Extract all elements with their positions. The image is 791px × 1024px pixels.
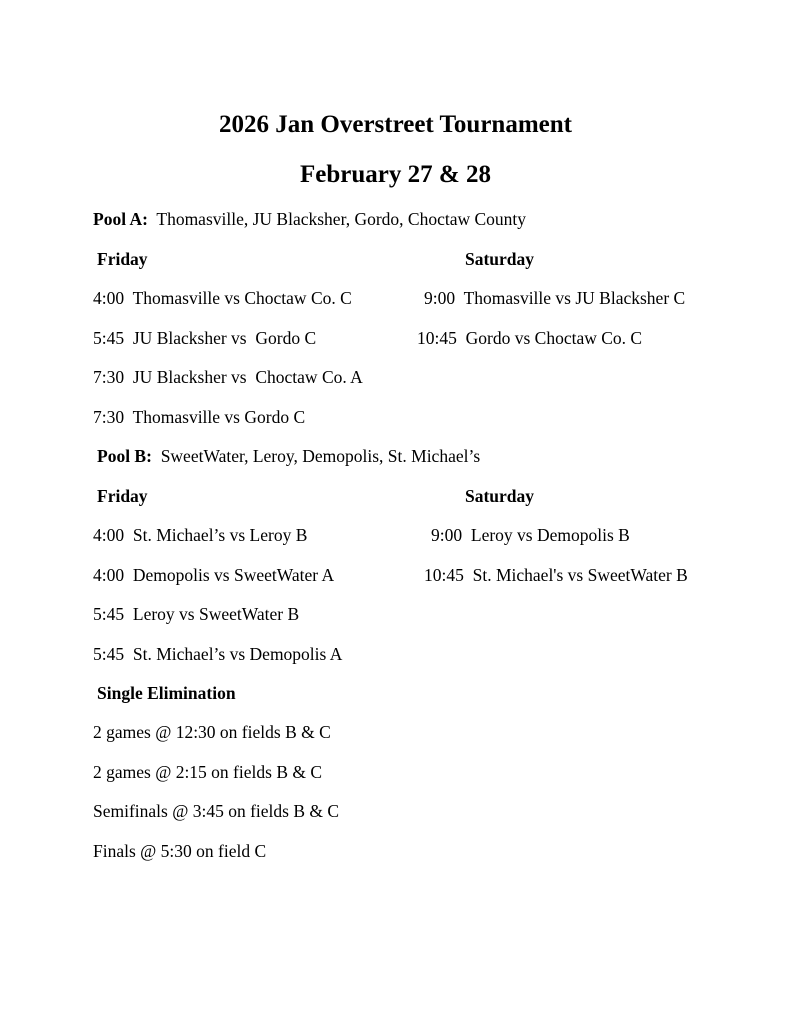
game-matchup: Gordo vs Choctaw Co. C [465, 328, 643, 348]
pool-a-friday-game [93, 406, 305, 428]
game-matchup: Leroy vs Demopolis B [470, 525, 630, 545]
pool-a-header [93, 208, 526, 230]
pool-b-saturday-label: Saturday [465, 486, 535, 506]
game-time: 4:00 [93, 565, 125, 585]
game-time: 9:00 [431, 525, 463, 545]
pool-b-saturday-game [424, 564, 688, 586]
pool-b-teams: SweetWater, Leroy, Demopolis, St. Michael’s [160, 446, 481, 466]
game-time: 10:45 [417, 328, 457, 348]
game-matchup: Thomasville vs Gordo C [132, 407, 306, 427]
pool-a-saturday-game [417, 327, 642, 349]
pool-b-saturday-game [431, 524, 630, 546]
pool-b-header [97, 445, 480, 467]
game-time: 5:45 [93, 604, 125, 624]
game-matchup: JU Blacksher vs Choctaw Co. A [132, 367, 363, 387]
pool-a-saturday-game [424, 287, 685, 309]
game-matchup: St. Michael’s vs Demopolis A [132, 644, 343, 664]
document-title: 2026 Jan Overstreet Tournament [219, 111, 572, 138]
pool-a-friday-game [93, 327, 316, 349]
single-elimination-label: Single Elimination [97, 683, 236, 703]
document-dates: February 27 & 28 [300, 161, 491, 188]
game-time: 5:45 [93, 328, 125, 348]
elimination-item: Semifinals @ 3:45 on fields B & C [93, 801, 340, 821]
game-time: 4:00 [93, 525, 125, 545]
pool-b-label: Pool B: [97, 446, 152, 466]
pool-a-friday-game [93, 287, 352, 309]
game-time: 10:45 [424, 565, 464, 585]
elimination-item: 2 games @ 2:15 on fields B & C [93, 762, 323, 782]
pool-b-friday-game [93, 564, 334, 586]
elimination-item: Finals @ 5:30 on field C [93, 841, 267, 861]
game-matchup: St. Michael’s vs Leroy B [132, 525, 308, 545]
game-time: 7:30 [93, 367, 125, 387]
game-matchup: Thomasville vs JU Blacksher C [463, 288, 686, 308]
pool-a-friday-label: Friday [97, 249, 148, 269]
pool-b-friday-game [93, 603, 299, 625]
pool-a-label: Pool A: [93, 209, 148, 229]
game-time: 7:30 [93, 407, 125, 427]
game-matchup: Demopolis vs SweetWater A [132, 565, 335, 585]
pool-b-friday-game [93, 524, 307, 546]
pool-b-friday-label: Friday [97, 486, 148, 506]
pool-b-friday-game [93, 643, 342, 665]
game-time: 5:45 [93, 644, 125, 664]
game-matchup: Leroy vs SweetWater B [132, 604, 300, 624]
game-matchup: Thomasville vs Choctaw Co. C [132, 288, 352, 308]
game-time: 9:00 [424, 288, 456, 308]
pool-a-saturday-label: Saturday [465, 249, 535, 269]
game-time: 4:00 [93, 288, 125, 308]
game-matchup: St. Michael's vs SweetWater B [472, 565, 688, 585]
game-matchup: JU Blacksher vs Gordo C [132, 328, 317, 348]
elimination-item: 2 games @ 12:30 on fields B & C [93, 722, 331, 742]
pool-a-teams: Thomasville, JU Blacksher, Gordo, Choctaw County [156, 209, 527, 229]
pool-a-friday-game [93, 366, 363, 388]
